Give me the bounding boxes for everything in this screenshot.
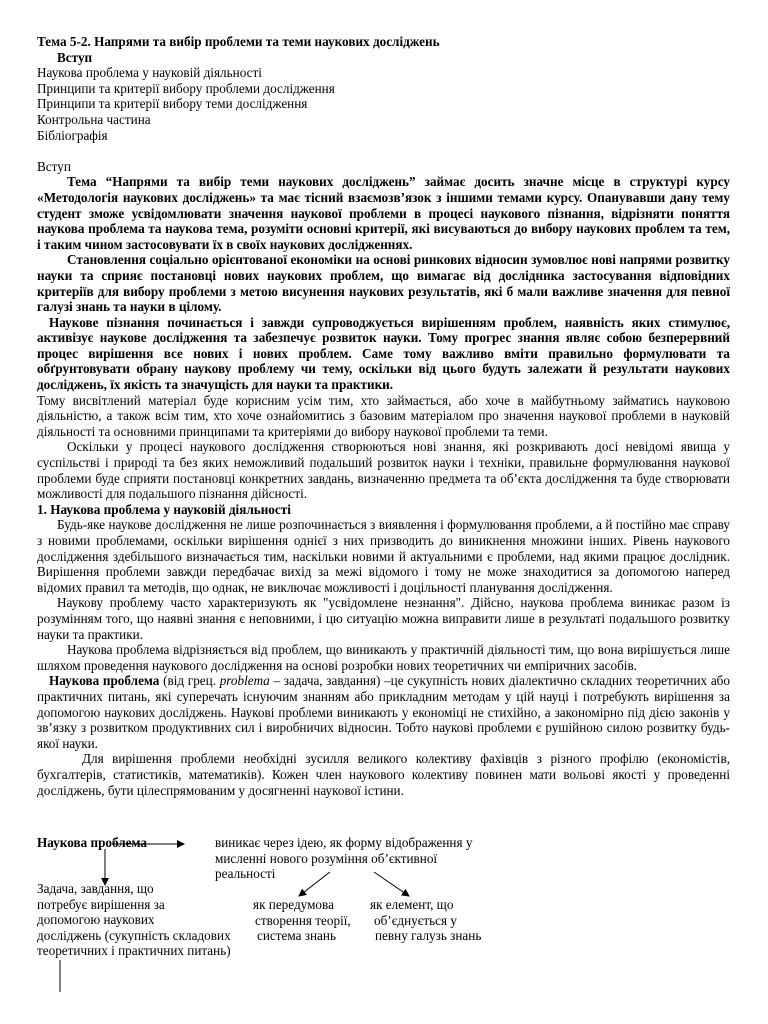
closing-paragraph: Для вирішення проблеми необхідні зусилля великого колективу фахівців з різного профілю (економістів, бухгалтерів, статистиків, математиків). Кожен член наукового колективу повинен мати вольові якості у проведенні досліджень, бути цілеспрямованим у досягненні наукової істини. bbox=[37, 751, 730, 798]
intro-paragraph: Тому висвітлений матеріал буде корисним усім тим, хто займається, або хоче в майбутньому займатись науковою діяльністю, а також всім тим, хто хоче ознайомитись з базовим матеріалом про значення наукової проблеми в науковій діяльності та основними принципами та критеріями до вибору наукової проблеми та теми. bbox=[37, 392, 730, 439]
intro-paragraph: Становлення соціально орієнтованої економіки на основі ринкових відносин зумовлює нові напрями розвитку науки та сприяє постановці нових наукових проблем, що вимагає від дослідника застосування відповідних критеріїв для вибору проблеми з метою висунення наукових результатів, які б мали важливе значення для певної галузі знань та науки в цілому. bbox=[37, 252, 730, 315]
diagram-arises-line: реальності bbox=[215, 866, 276, 882]
diagram-element-line: як елемент, що bbox=[370, 897, 454, 912]
definition-greek: problema bbox=[219, 673, 270, 689]
section-heading: 1. Наукова проблема у науковій діяльності bbox=[37, 501, 291, 517]
diagram-task-line: потребує вирішення за bbox=[37, 896, 165, 912]
document-title: Тема 5-2. Напрями та вибір проблеми та теми наукових досліджень bbox=[37, 34, 440, 49]
diagram-task-line: досліджень (сукупність складових bbox=[37, 927, 231, 943]
diagram-premise-line: система знань bbox=[257, 928, 336, 944]
intro-paragraph: Оскільки у процесі наукового дослідження створюються нові знання, які розкривають досі невідомі явища у суспільстві і природі та без яких неможливий подальший розвиток науки і техніки, правильне формулювання наукової проблеми буде сприяти постановці конкретних завдань, визначенню предмета та об’єкта дослідження та буде створювати можливості для подальшого пізнання дійсності. bbox=[37, 439, 730, 502]
diagram-element-line: певну галузь знань bbox=[375, 928, 482, 944]
definition-rest: – задача, завдання) –це сукупність нових діалектично складних теоретичних або практичних питань, які суперечать існуючим знанням або прикладним методам у цій науці і потребують вирішення за допомогою наукових досліджень. Наукові проблеми виникають у економіці не стихійно, а закономірно під дією законів у зв’язку з розвитком продуктивних сил і виробничих відносин. Тобто наукові проблеми є рушійною силою розвитку будь-якої науки. bbox=[37, 673, 730, 751]
toc-item: Наукова проблема у науковій діяльності bbox=[37, 65, 262, 81]
definition-pre: (від грец. bbox=[159, 673, 220, 689]
diagram-arises-block bbox=[215, 835, 472, 882]
intro-paragraph: Наукове пізнання починається і завжди супроводжується вирішенням проблем, наявність яких стимулює, активізує наукове дослідження та забезпечує розвиток науки. Тому прогрес знання являє собою безперервний процес вирішення все нових і нових проблем. Саме тому важливо вміти правильно формулювати та обґрунтовувати обрану наукову проблему чи тему, оскільки від цього будуть залежати й результати наукових досліджень, їх якість та значущість для науки та практики. bbox=[37, 314, 730, 393]
definition-term: Наукова проблема bbox=[49, 673, 160, 689]
definition-paragraph bbox=[37, 673, 730, 751]
diagram-task-line: допомогою наукових bbox=[37, 912, 155, 928]
intro-paragraph: Тема “Напрями та вибір теми наукових досліджень” займає досить значне місце в структурі курсу «Методологія наукових досліджень» та має тісний взаємозв’язок з іншими темами курсу. Опанувавши дану тему студент зможе усвідомлювати значення наукової проблеми в процесі наукового пізнання, відрізняти поняття наукова проблема та наукова тема, розуміти основні критерії, які висуваються до вибору наукових проблем та тем, і таким чином застосовувати їх в своїх наукових дослідженнях. bbox=[37, 174, 730, 252]
problem-diagram bbox=[37, 832, 730, 1022]
toc-item: Принципи та критерії вибору теми дослідження bbox=[37, 96, 308, 112]
document-page bbox=[37, 34, 730, 798]
diagram-premise-line: створення теорії, bbox=[255, 912, 351, 928]
diagram-task-line: теоретичних і практичних питань) bbox=[37, 943, 231, 959]
section-paragraph: Будь-яке наукове дослідження не лише розпочинається з виявлення і формулювання проблеми, а й постійно має справу з новими проблемами, оскільки вирішення однієї з них призводить до виникнення множини інших. Рівень наукового дослідження здебільшого визначається тим, наскільки новими й актуальними є проблеми, над якими працює дослідник. Вирішення проблеми завжди передбачає вихід за межі відомого і тому не може знаходитися за допомогою наперед відомих правил та методів, що однак, не виключає можливості і доцільності планування дослідження. bbox=[37, 517, 730, 595]
toc-item: Бібліографія bbox=[37, 127, 108, 143]
section-paragraph: Наукова проблема відрізняється від проблем, що виникають у практичній діяльності тим, що вона вирішується лише шляхом проведення наукового дослідження на основі розробки нових теоретичних чи емпіричних засобів. bbox=[37, 642, 730, 673]
section-paragraph: Наукову проблему часто характеризують як "усвідомлене незнання". Дійсно, наукова проблема виникає разом із розумінням того, що наявні знання є неповними, і цю ситуацію можна виправити лише в результаті подальшого розвитку науки та практики. bbox=[37, 595, 730, 642]
toc-item: Контрольна частина bbox=[37, 111, 151, 127]
diagram-element-line: об’єднується у bbox=[374, 912, 457, 928]
diagram-task-block bbox=[37, 881, 231, 959]
diagram-arises-line: мисленні нового розуміння об’єктивної bbox=[215, 850, 438, 866]
diagram-arises-line: виникає через ідею, як форму відображення у bbox=[215, 835, 473, 850]
toc-item: Принципи та критерії вибору проблеми дослідження bbox=[37, 80, 335, 96]
toc-intro: Вступ bbox=[57, 49, 93, 65]
diagram-root: Наукова проблема bbox=[37, 835, 148, 850]
diagram-task-line: Задача, завдання, що bbox=[37, 881, 154, 896]
diagram-premise-line: як передумова bbox=[253, 897, 334, 912]
diagram-premise-block bbox=[253, 897, 351, 944]
table-of-contents bbox=[37, 65, 730, 143]
intro-heading: Вступ bbox=[37, 158, 71, 174]
diagram-element-block bbox=[370, 897, 481, 944]
